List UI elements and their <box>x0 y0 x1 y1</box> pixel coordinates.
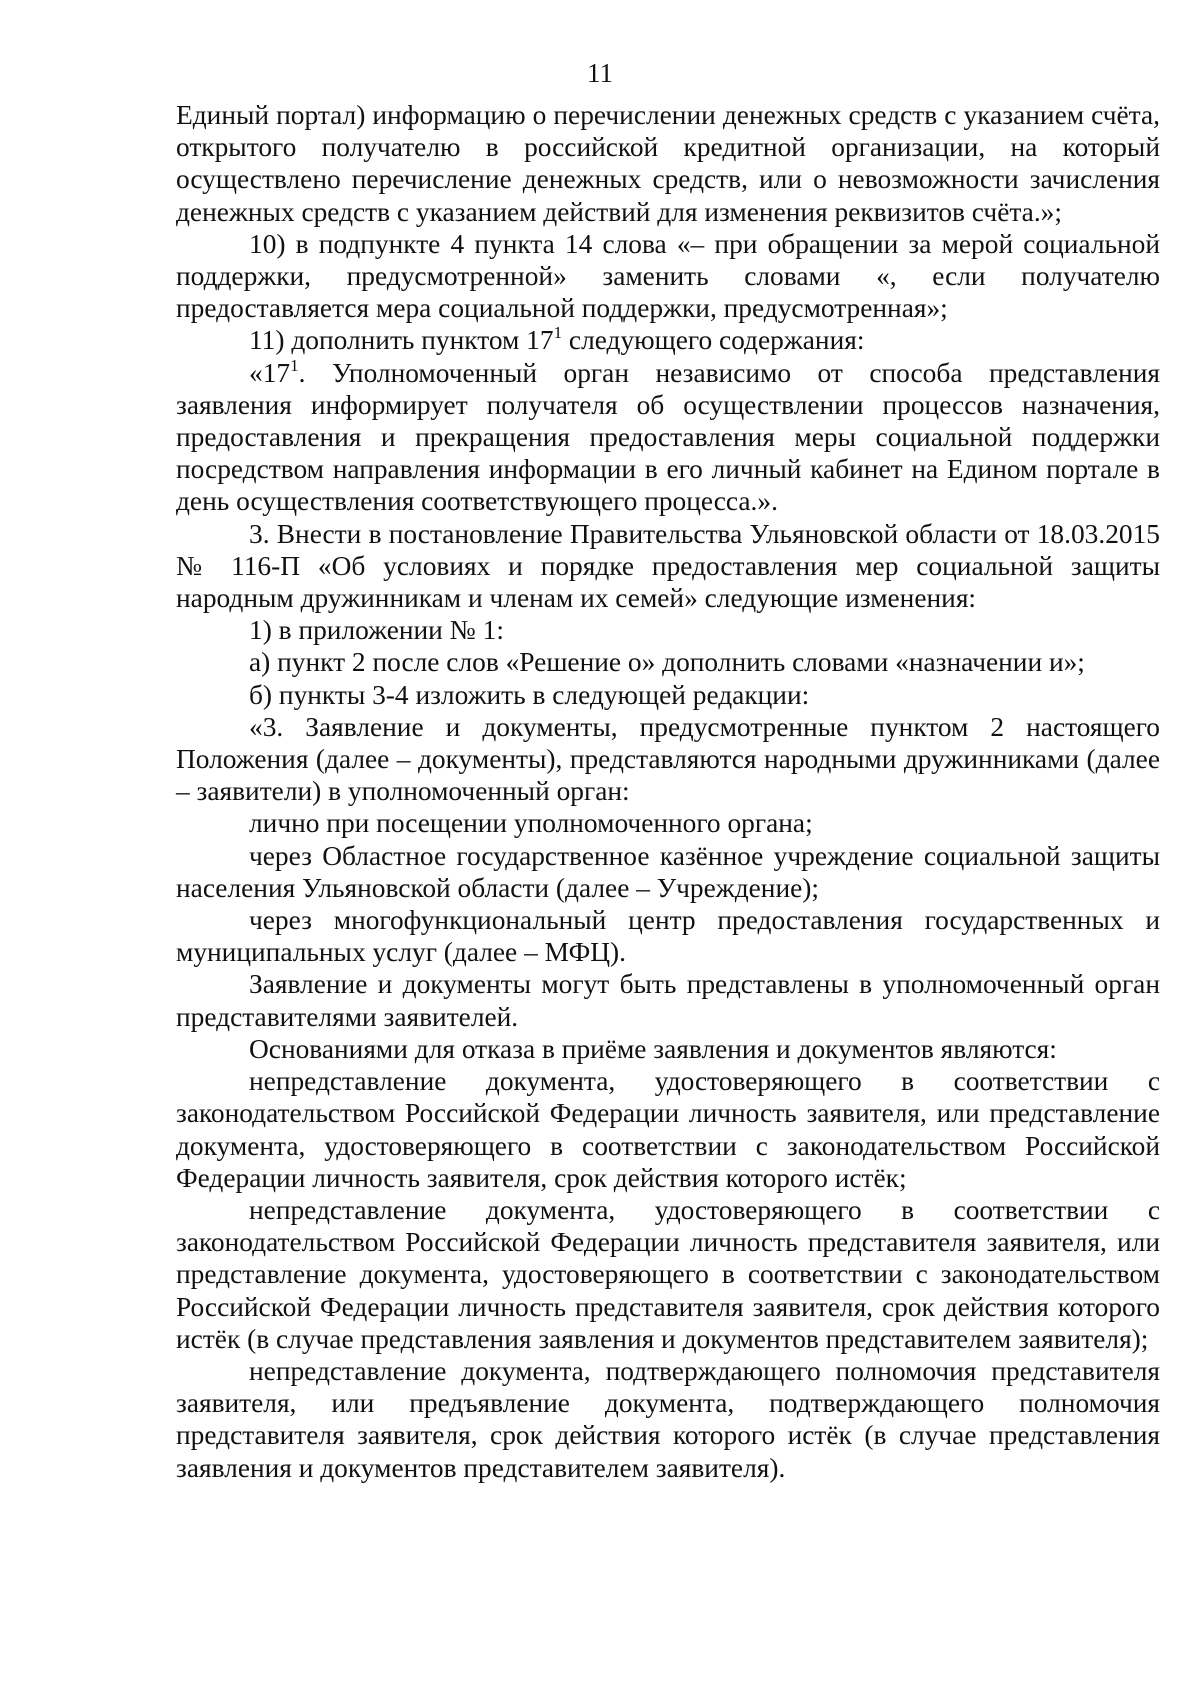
paragraph-ground-applicant-id: непредставление документа, удостоверяющего в соответствии с законодательством Российской Федерации личность заявителя, или представление документа, удостоверяющего в соответствии с законодательством Российской Федерации личность заявителя, срок действия которого истёк; <box>176 1066 1160 1193</box>
page-number: 11 <box>587 58 613 88</box>
paragraph-point-17-1 <box>176 357 1160 518</box>
superscript-marker: 1 <box>290 355 299 375</box>
superscript-marker: 1 <box>553 323 563 343</box>
paragraph-ground-representative-id: непредставление документа, удостоверяющего в соответствии с законодательством Российской Федерации личность представителя заявителя, или представление документа, удостоверяющего в соответствии с законодательством Российской Федерации личность представителя заявителя, срок действия которого истёк (в случае представления заявления и документов представителем заявителя); <box>176 1194 1160 1354</box>
paragraph-refusal-grounds: Основаниями для отказа в приёме заявления и документов являются: <box>249 1033 1057 1064</box>
paragraph-item-11-text: 11) дополнить пунктом 17 <box>249 325 554 356</box>
paragraph-point-3: «3. Заявление и документы, предусмотренные пунктом 2 настоящего Положения (далее – документы), представляются народными дружинниками (далее – заявители) в уполномоченный орган: <box>176 711 1160 807</box>
paragraph-point-17-1-text: . Уполномоченный орган независимо от способа представления заявления информирует получателя об осуществлении процессов назначения, предоставления и прекращения предоставления меры социальной поддержки посредством направления информации в его личный кабинет на Едином портале в день осуществления соответствующего процесса.». <box>176 357 1160 517</box>
paragraph-section-3: 3. Внести в постановление Правительства Ульяновской области от 18.03.2015 № 116-П «Об условиях и порядке предоставления мер социальной защиты народным дружинникам и членам их семей» следующие изменения: <box>176 518 1160 614</box>
paragraph-ground-authority-document: непредставление документа, подтверждающего полномочия представителя заявителя, или предъявление документа, подтверждающего полномочия представителя заявителя, срок действия которого истёк (в случае представления заявления и документов представителем заявителя). <box>176 1355 1160 1483</box>
paragraph-in-person: лично при посещении уполномоченного органа; <box>249 808 813 839</box>
paragraph-point-17-1-number: «17 <box>249 357 291 388</box>
paragraph-via-mfc: через многофункциональный центр предоставления государственных и муниципальных услуг (далее – МФЦ). <box>176 905 1160 968</box>
paragraph-subitem-b: б) пункты 3-4 изложить в следующей редакции: <box>249 679 810 710</box>
paragraph-appendix-1: 1) в приложении № 1: <box>249 615 504 646</box>
paragraph-subitem-a: а) пункт 2 после слов «Решение о» дополнить словами «назначении и»; <box>249 647 1085 678</box>
paragraph-item-10: 10) в подпункте 4 пункта 14 слова «– при обращении за мерой социальной поддержки, предусмотренной» заменить словами «, если получателю предоставляется мера социальной поддержки, предусмотренная»; <box>176 228 1160 324</box>
paragraph-item-11 <box>176 324 1160 356</box>
paragraph-continuation: Единый портал) информацию о перечислении денежных средств с указанием счёта, открытого получателю в российской кредитной организации, на который осуществлено перечисление денежных средств, или о невозможности зачисления денежных средств с указанием действий для изменения реквизитов счёта.»; <box>176 100 1160 227</box>
paragraph-representatives: Заявление и документы могут быть представлены в уполномоченный орган представителями заявителей. <box>176 969 1160 1032</box>
paragraph-item-11-text-end: следующего содержания: <box>562 325 865 356</box>
paragraph-via-institution: через Областное государственное казённое учреждение социальной защиты населения Ульяновской области (далее – Учреждение); <box>176 840 1160 903</box>
document-body <box>176 99 1160 1484</box>
